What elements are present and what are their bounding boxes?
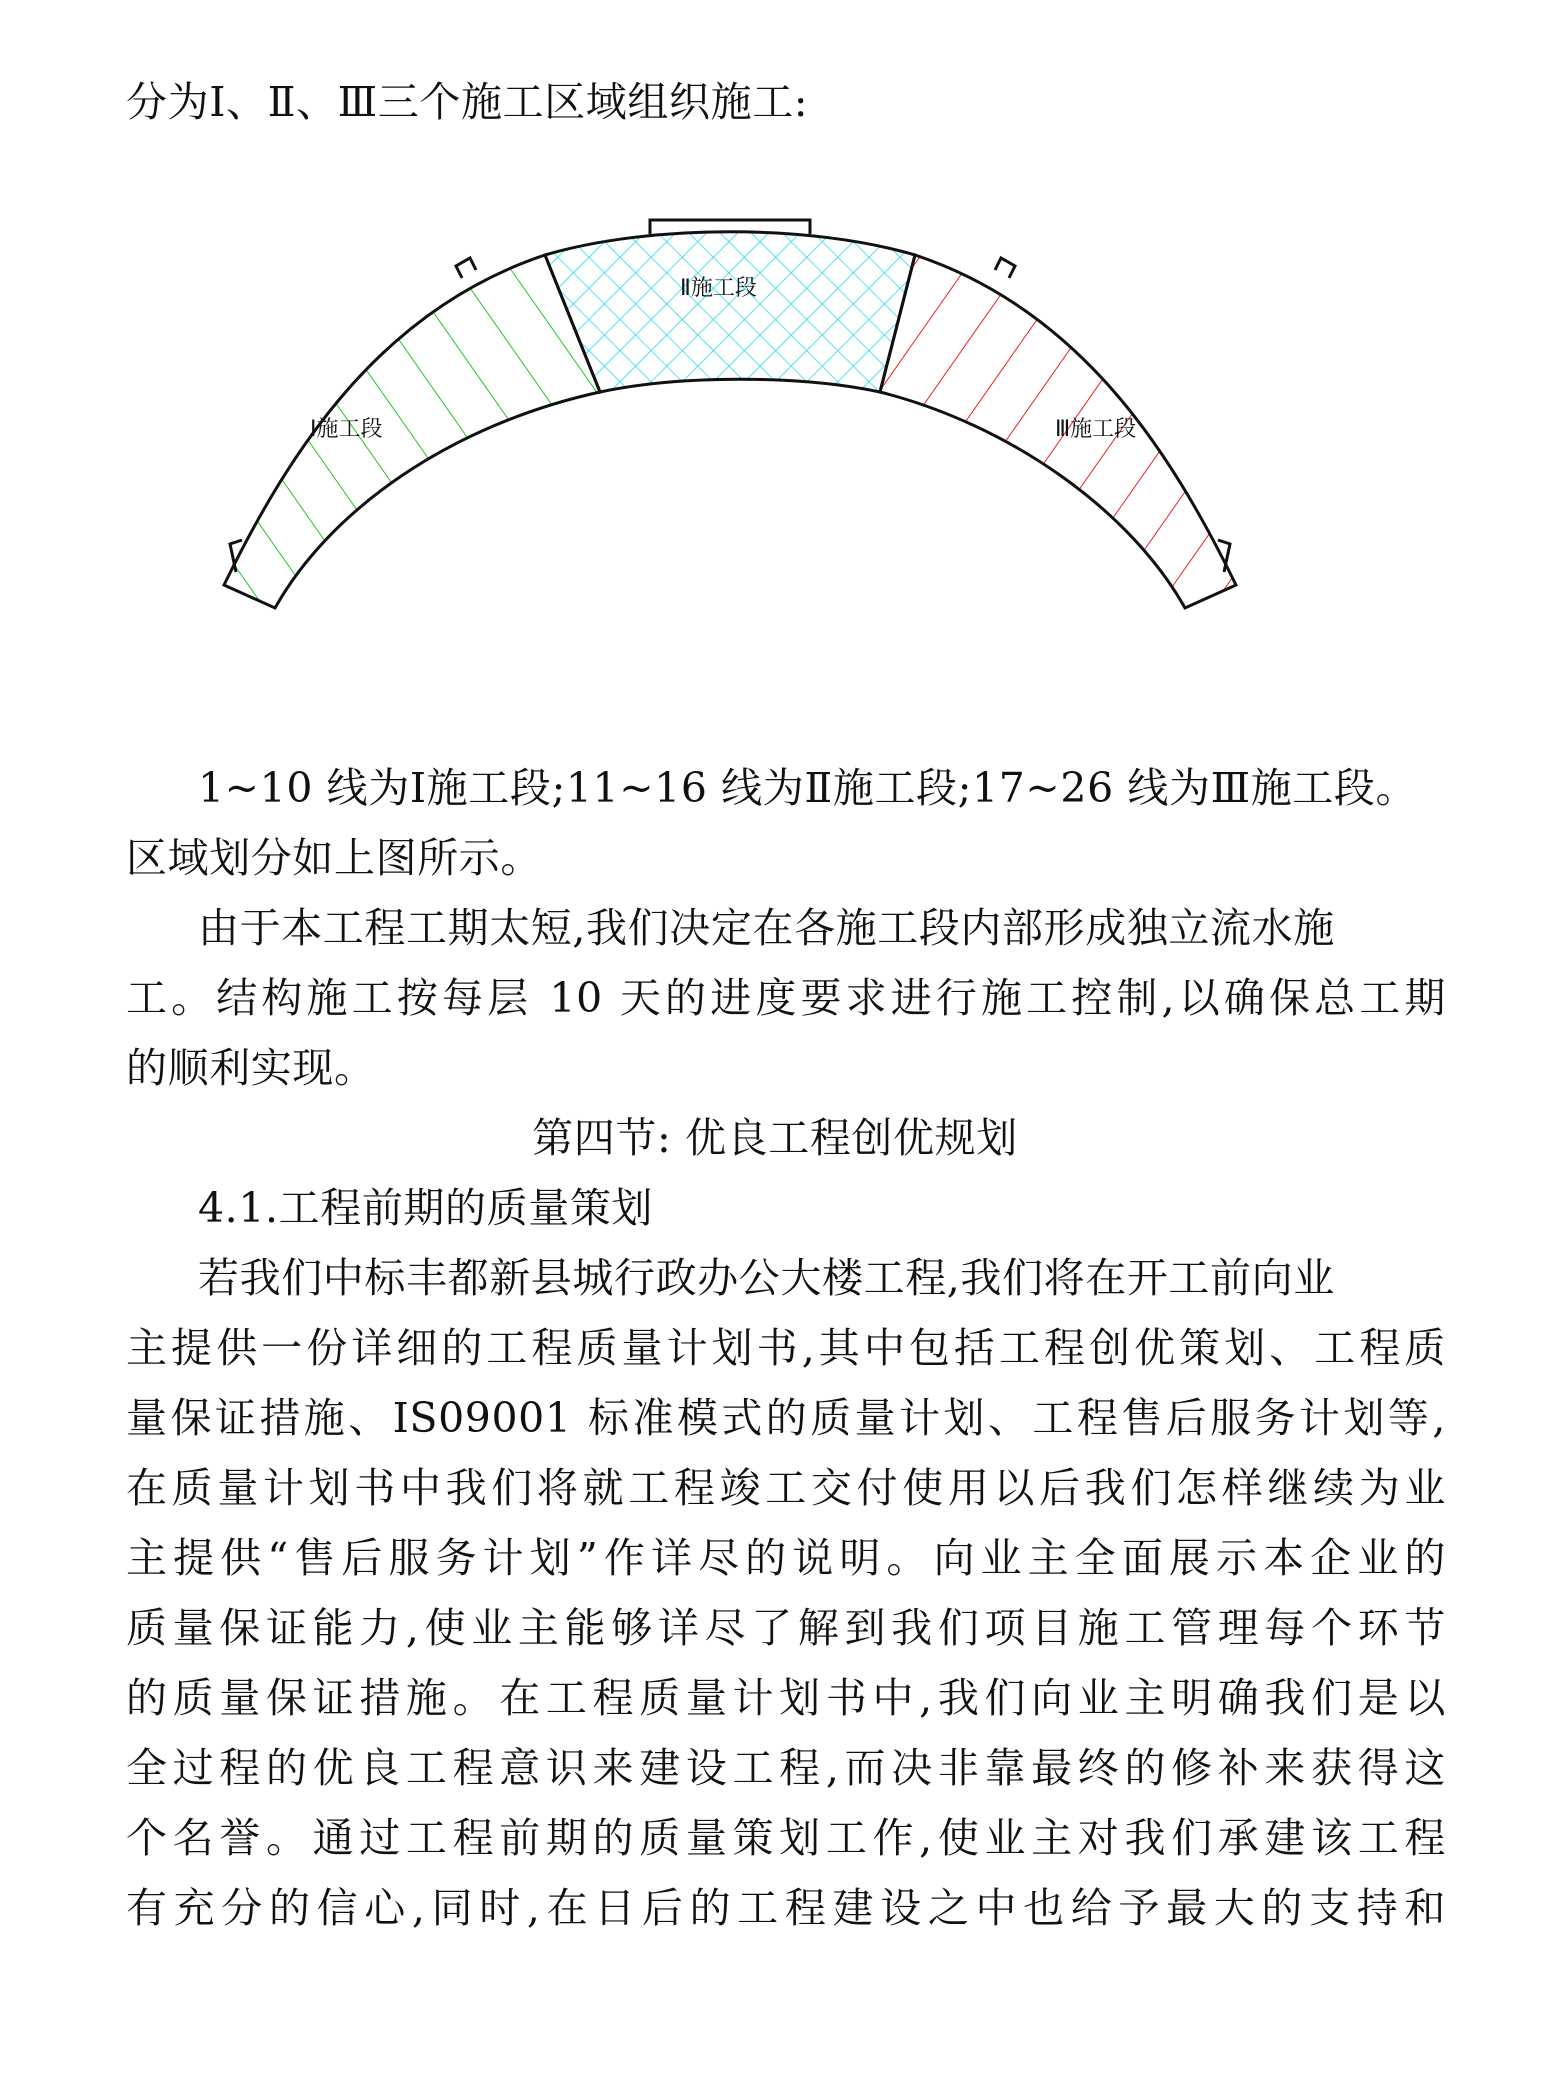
segment-2-label: Ⅱ施工段 xyxy=(680,276,757,301)
segment-1-area xyxy=(224,255,600,608)
para3-line-3: 量保证措施、IS09001 标准模式的质量计划、工程售后服务计划等, xyxy=(126,1394,1446,1442)
para3-line-6: 质量保证能力,使业主能够详尽了解到我们项目施工管理每个环节 xyxy=(126,1604,1446,1652)
para3-line-9: 个名誉。通过工程前期的质量策划工作,使业主对我们承建该工程 xyxy=(126,1814,1446,1862)
right-notch xyxy=(995,258,1015,278)
para1-line-2: 区域划分如上图所示。 xyxy=(126,834,542,882)
para1-line-1: 1~10 线为Ⅰ施工段;11~16 线为Ⅱ施工段;17~26 线为Ⅲ施工段。 xyxy=(198,764,1418,812)
section-title: 第四节: 优良工程创优规划 xyxy=(532,1114,1018,1162)
para3-line-1: 若我们中标丰都新县城行政办公大楼工程,我们将在开工前向业 xyxy=(198,1254,1335,1302)
para2-line-2: 工。结构施工按每层 10 天的进度要求进行施工控制,以确保总工期 xyxy=(126,974,1446,1022)
para3-line-8: 全过程的优良工程意识来建设工程,而决非靠最终的修补来获得这 xyxy=(126,1744,1446,1792)
para3-line-5: 主提供“售后服务计划”作详尽的说明。向业主全面展示本企业的 xyxy=(126,1534,1446,1582)
segment-1-label: Ⅰ施工段 xyxy=(310,417,383,442)
segment-3-label: Ⅲ施工段 xyxy=(1055,417,1137,442)
para3-line-10: 有充分的信心,同时,在日后的工程建设之中也给予最大的支持和 xyxy=(126,1884,1446,1932)
para3-line-4: 在质量计划书中我们将就工程竣工交付使用以后我们怎样继续为业 xyxy=(126,1464,1446,1512)
subsection-title: 4.1.工程前期的质量策划 xyxy=(198,1184,654,1232)
para3-line-7: 的质量保证措施。在工程质量计划书中,我们向业主明确我们是以 xyxy=(126,1674,1446,1722)
para2-line-3: 的顺利实现。 xyxy=(126,1044,376,1092)
construction-zone-diagram xyxy=(200,210,1400,630)
para3-line-2: 主提供一份详细的工程质量计划书,其中包括工程创优策划、工程质 xyxy=(126,1324,1446,1372)
intro-line: 分为Ⅰ、Ⅱ、Ⅲ三个施工区域组织施工: xyxy=(126,78,809,126)
para2-line-1: 由于本工程工期太短,我们决定在各施工段内部形成独立流水施 xyxy=(198,904,1335,952)
segment-2-area xyxy=(545,232,915,392)
left-notch xyxy=(456,258,476,278)
